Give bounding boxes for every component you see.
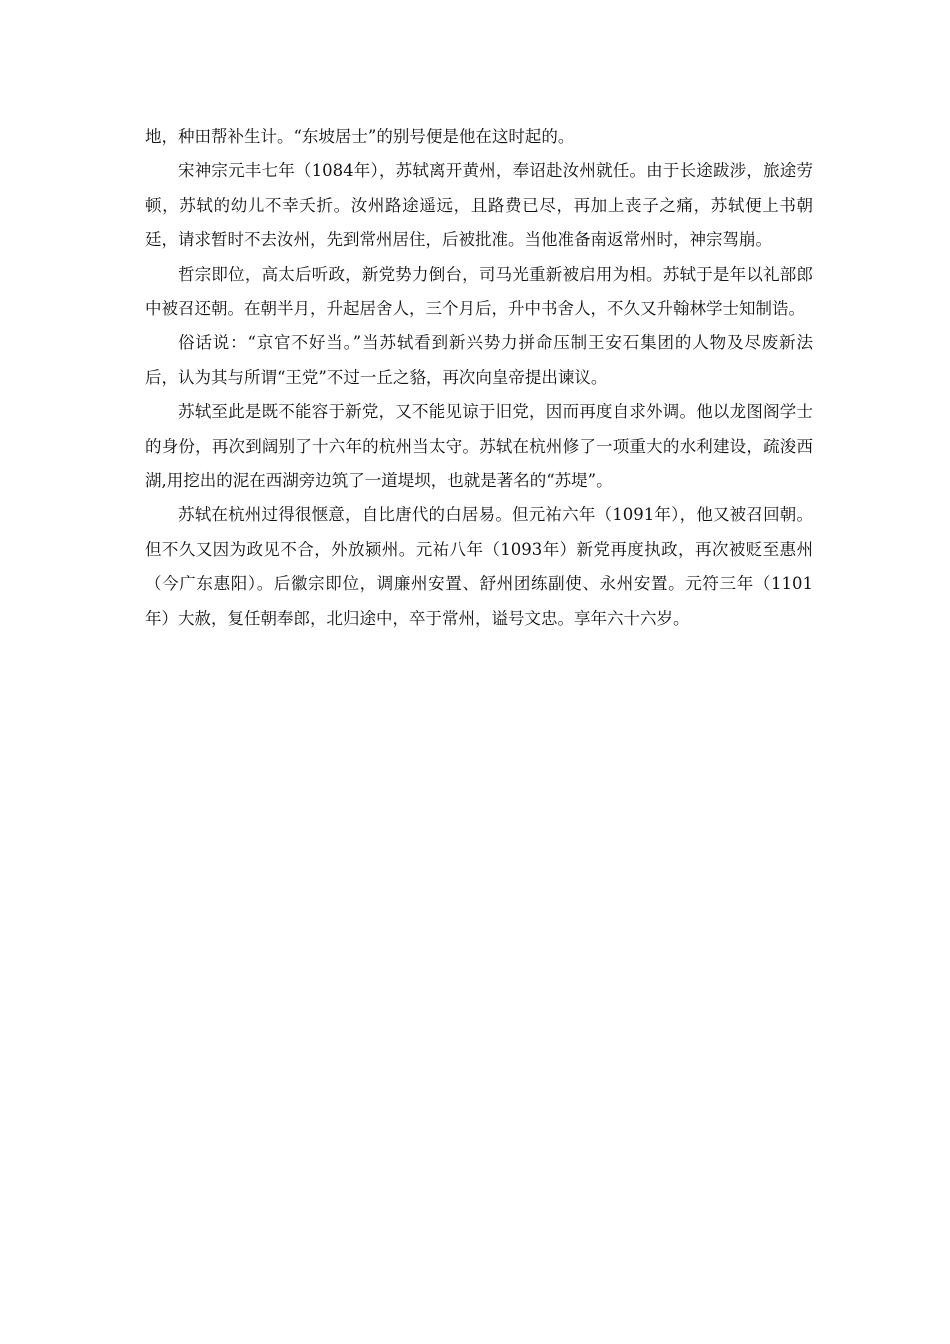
paragraph-6: 苏轼在杭州过得很惬意，自比唐代的白居易。但元祐六年（1091年），他又被召回朝。但不久又因为政见不合，外放颍州。元祐八年（1093年）新党再度执政，再次被贬至惠州（今广东惠阳）。后徽宗即位，调廉州安置、舒州团练副使、永州安置。元符三年（1101年）大赦，复任朝奉郎，北归途中，卒于常州，谥号文忠。享年六十六岁。	[145, 505, 813, 628]
document-body	[145, 120, 813, 636]
paragraph-2: 宋神宗元丰七年（1084年），苏轼离开黄州，奉诏赴汝州就任。由于长途跋涉，旅途劳顿，苏轼的幼儿不幸夭折。汝州路途遥远，且路费已尽，再加上丧子之痛，苏轼便上书朝廷，请求暂时不去汝州，先到常州居住，后被批准。当他准备南返常州时，神宗驾崩。	[145, 161, 813, 250]
paragraph-3: 哲宗即位，高太后听政，新党势力倒台，司马光重新被启用为相。苏轼于是年以礼部郎中被召还朝。在朝半月，升起居舍人，三个月后，升中书舍人，不久又升翰林学士知制诰。	[145, 264, 813, 319]
paragraph-1: 地，种田帮补生计。“东坡居士”的别号便是他在这时起的。	[145, 127, 575, 146]
paragraph-4: 俗话说：“京官不好当。”当苏轼看到新兴势力拼命压制王安石集团的人物及尽废新法后，认为其与所谓“王党”不过一丘之貉，再次向皇帝提出谏议。	[145, 333, 813, 387]
paragraph-5: 苏轼至此是既不能容于新党，又不能见谅于旧党，因而再度自求外调。他以龙图阁学士的身份，再次到阔别了十六年的杭州当太守。苏轼在杭州修了一项重大的水利建设，疏浚西湖,用挖出的泥在西湖旁边筑了一道堤坝，也就是著名的“苏堤”。	[145, 402, 813, 491]
